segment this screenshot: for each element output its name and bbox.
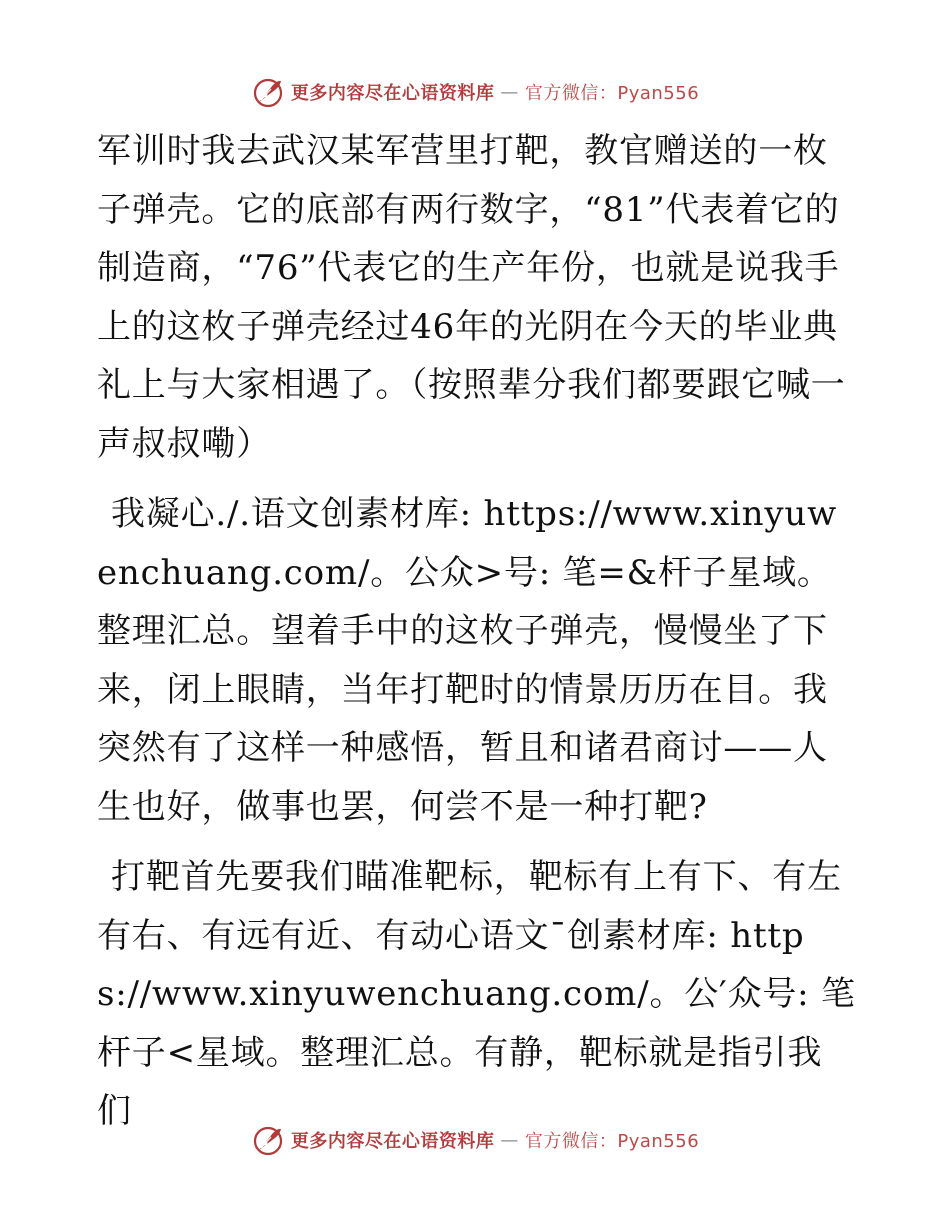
banner-separator: — <box>500 81 519 103</box>
quill-logo-icon <box>251 1123 285 1157</box>
header-banner <box>0 72 950 112</box>
banner-separator: — <box>500 1129 519 1151</box>
document-body <box>97 122 857 1141</box>
paragraph-2: 我凝心./.语文创素材库: https://www.xinyuwenchuang.com/。公众>号: 笔=&杆子星域。整理汇总。望着手中的这枚子弹壳，慢慢坐了下来，闭上眼睛，当年打靶时的情景历历在目。我突然有了这样一种感悟，暂且和诸君商讨——人生也好，做事也罢，何尝不是一种打靶? <box>97 494 837 827</box>
banner-wechat: 官方微信：Pyan556 <box>524 1131 700 1152</box>
quill-logo-icon <box>251 75 285 109</box>
banner-wechat: 官方微信：Pyan556 <box>524 83 700 104</box>
paragraph-1: 军训时我去武汉某军营里打靶，教官赠送的一枚子弹壳。它的底部有两行数字，“81”代表着它的制造商，“76”代表它的生产年份，也就是说我手上的这枚子弹壳经过46年的光阴在今天的毕业典礼上与大家相遇了。（按照辈分我们都要跟它喊一声叔叔嘞） <box>97 131 846 464</box>
footer-banner <box>0 1120 950 1160</box>
paragraph-3: 打靶首先要我们瞄准靶标，靶标有上有下、有左有右、有远有近、有动心语文¯创素材库: https://www.xinyuwenchuang.com/。公′众号: 笔杆子<星域。整理汇总。有静，靶标就是指引我们 <box>97 857 856 1131</box>
banner-title: 更多内容尽在心语资料库 <box>290 1131 495 1152</box>
banner-title: 更多内容尽在心语资料库 <box>290 83 495 104</box>
